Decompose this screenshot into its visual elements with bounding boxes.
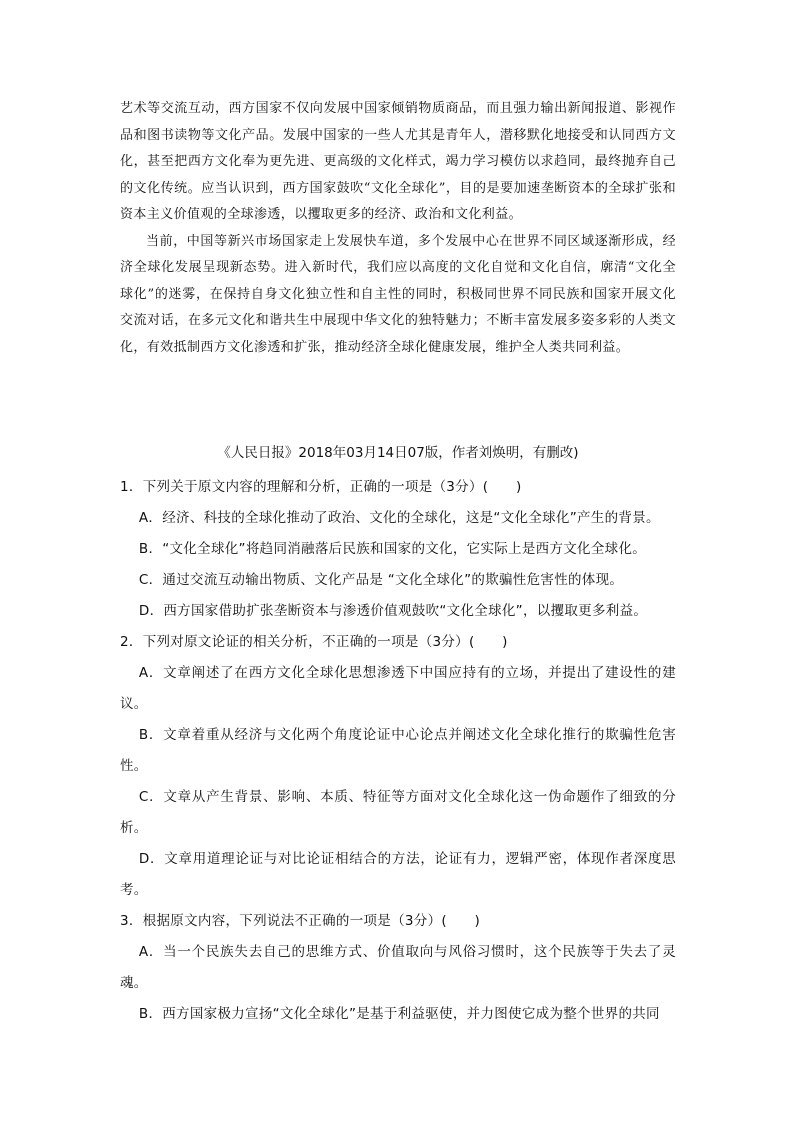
option-b: B．文章着重从经济与文化两个角度论证中心论点并阐述文化全球化推行的欺骗性危害性。	[120, 727, 676, 774]
option-b: B．西方国家极力宣扬“文化全球化”是基于利益驱使，并力图使它成为整个世界的共同	[138, 1006, 660, 1022]
question-3	[120, 906, 676, 1030]
option-c: C．通过交流互动输出物质、文化产品是 “文化全球化”的欺骗性危害性的体现。	[138, 572, 624, 588]
passage-paragraph-2: 当前，中国等新兴市场国家走上发展快车道，多个发展中心在世界不同区域逐渐形成，经济全球化发展呈现新态势。进入新时代，我们应以高度的文化自觉和文化自信，廓清“文化全球化”的迷雾，在保持自身文化独立性和自主性的同时，积极同世界不同民族和国家开展文化交流对话，在多元文化和谐共生中展现中华文化的独特魅力；不断丰富发展多姿多彩的人类文化，有效抵制西方文化渗透和扩张，推动经济全球化健康发展，维护全人类共同利益。	[120, 233, 676, 355]
option-c: C．文章从产生背景、影响、本质、特征等方面对文化全球化这一伪命题作了细致的分析。	[120, 789, 676, 836]
question-stem: 2．下列对原文论证的相关分析，不正确的一项是（3分）( )	[120, 634, 508, 650]
question-stem: 3．根据原文内容，下列说法不正确的一项是（3分）( )	[120, 913, 481, 929]
option-d: D．西方国家借助扩张垄断资本与渗透价值观鼓吹“文化全球化”，以攫取更多利益。	[138, 603, 648, 619]
passage-paragraph-1: 艺术等交流互动，西方国家不仅向发展中国家倾销物质商品，而且强力输出新闻报道、影视作品和图书读物等文化产品。发展中国家的一些人尤其是青年人，潜移默化地接受和认同西方文化，甚至把西方文化奉为更先进、更高级的文化样式，竭力学习模仿以求趋同，最终抛弃自己的文化传统。应当认识到，西方国家鼓吹“文化全球化”，目的是要加速垄断资本的全球扩张和资本主义价值观的全球渗透，以攫取更多的经济、政治和文化利益。	[120, 101, 676, 222]
source-citation: 《人民日报》2018年03月14日07版，作者刘焕明，有删改)	[217, 445, 579, 461]
option-a: A．文章阐述了在西方文化全球化思想渗透下中国应持有的立场，并提出了建设性的建议。	[120, 665, 676, 712]
option-b: B．“文化全球化”将趋同消融落后民族和国家的文化，它实际上是西方文化全球化。	[138, 541, 647, 557]
option-d: D．文章用道理论证与对比论证相结合的方法，论证有力，逻辑严密，体现作者深度思考。	[120, 851, 676, 898]
question-1	[120, 472, 676, 627]
question-list	[120, 472, 676, 1030]
reading-passage	[120, 96, 676, 361]
question-stem: 1．下列关于原文内容的理解和分析，正确的一项是（3分）( )	[120, 479, 522, 495]
option-a: A．经济、科技的全球化推动了政治、文化的全球化，这是“文化全球化”产生的背景。	[138, 510, 660, 526]
question-2	[120, 627, 676, 906]
option-a: A．当一个民族失去自己的思维方式、价值取向与风俗习惯时，这个民族等于失去了灵魂。	[120, 944, 676, 991]
